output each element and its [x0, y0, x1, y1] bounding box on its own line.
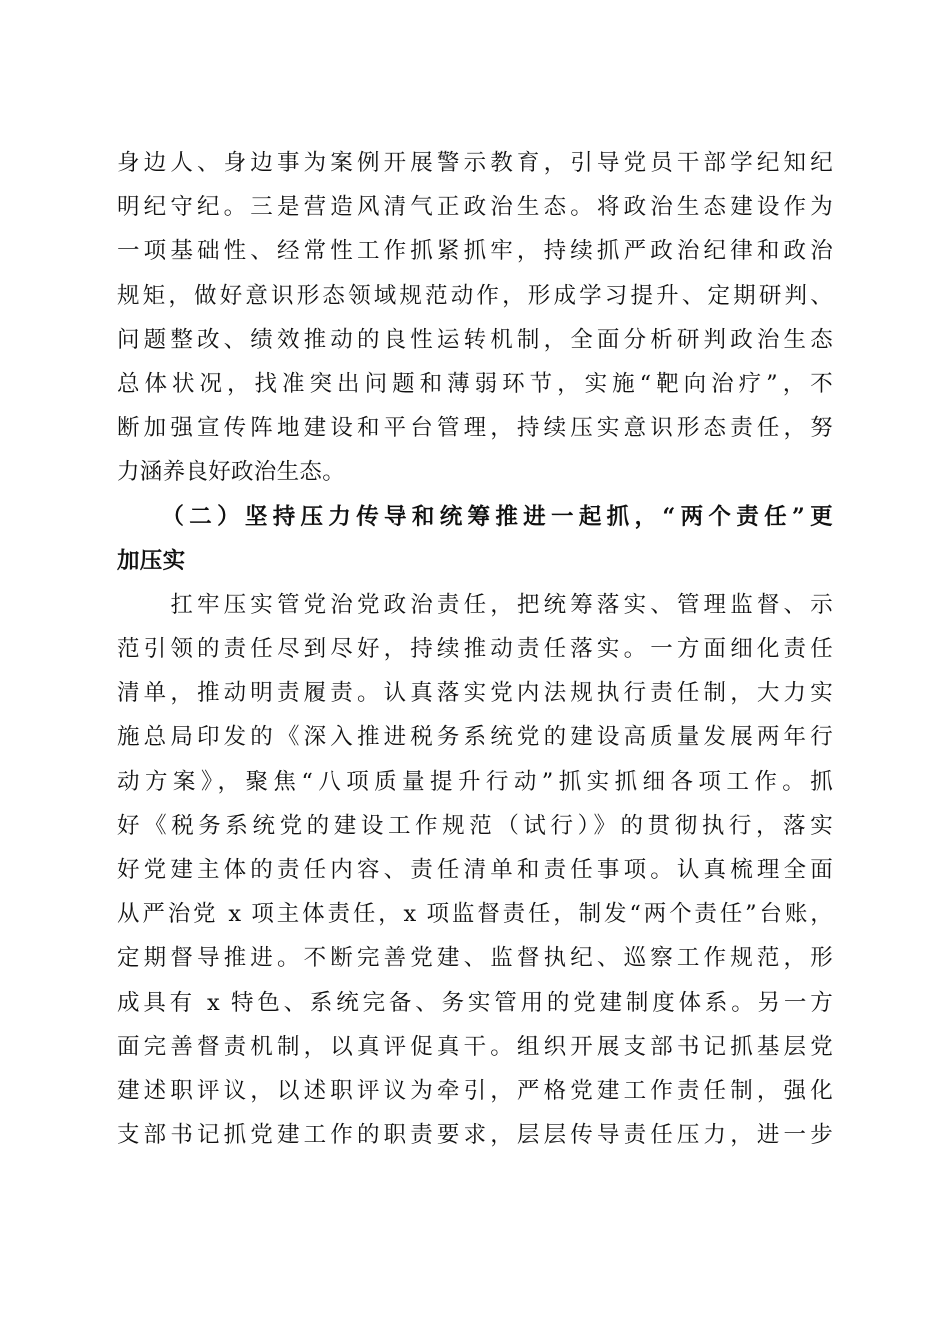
body-text-line: 明纪守纪。三是营造风清气正政治生态。将政治生态建设作为 — [117, 194, 833, 221]
body-text-line: 成具有 x 特色、系统完备、务实管用的党建制度体系。另一方 — [117, 989, 833, 1016]
body-text-line: 规矩，做好意识形态领域规范动作，形成学习提升、定期研判、 — [117, 282, 833, 309]
body-text-line: 清单，推动明责履责。认真落实党内法规执行责任制，大力实 — [117, 680, 833, 707]
body-text-line: 定期督导推进。不断完善党建、监督执纪、巡察工作规范，形 — [117, 945, 833, 972]
body-text-line: 扛牢压实管党治党政治责任，把统筹落实、管理监督、示 — [117, 591, 833, 618]
body-text-line: 建述职评议，以述职评议为牵引，严格党建工作责任制，强化 — [117, 1077, 833, 1104]
body-text-line: 一项基础性、经常性工作抓紧抓牢，持续抓严政治纪律和政治 — [117, 238, 833, 265]
body-text-line: 范引领的责任尽到尽好，持续推动责任落实。一方面细化责任 — [117, 636, 833, 663]
body-text-line: 施总局印发的《深入推进税务系统党的建设高质量发展两年行 — [117, 724, 833, 751]
body-text-line: 断加强宣传阵地建设和平台管理，持续压实意识形态责任，努 — [117, 415, 833, 442]
body-text-line: 面完善督责机制，以真评促真干。组织开展支部书记抓基层党 — [117, 1033, 833, 1060]
body-text-line: 动方案》，聚焦“八项质量提升行动”抓实抓细各项工作。抓 — [117, 768, 833, 795]
body-text-line: 问题整改、绩效推动的良性运转机制，全面分析研判政治生态 — [117, 326, 833, 353]
body-text-line: 力涵养良好政治生态。 — [117, 459, 346, 486]
body-text-line: 好党建主体的责任内容、责任清单和责任事项。认真梳理全面 — [117, 857, 833, 883]
body-text-line: 好《税务系统党的建设工作规范（试行）》的贯彻执行，落实 — [117, 812, 833, 839]
section-heading-line: （二）坚持压力传导和统筹推进一起抓，“两个责任”更 — [117, 503, 833, 530]
body-text-line: 从严治党 x 项主体责任，x 项监督责任，制发“两个责任”台账， — [117, 901, 833, 928]
body-text-line: 身边人、身边事为案例开展警示教育，引导党员干部学纪知纪 — [117, 150, 833, 176]
body-text-line: 支部书记抓党建工作的职责要求，层层传导责任压力，进一步 — [117, 1122, 833, 1149]
section-heading-line: 加压实 — [117, 547, 186, 574]
document-body — [117, 141, 833, 1157]
body-text-line: 总体状况，找准突出问题和薄弱环节，实施“靶向治疗”，不 — [117, 370, 833, 397]
